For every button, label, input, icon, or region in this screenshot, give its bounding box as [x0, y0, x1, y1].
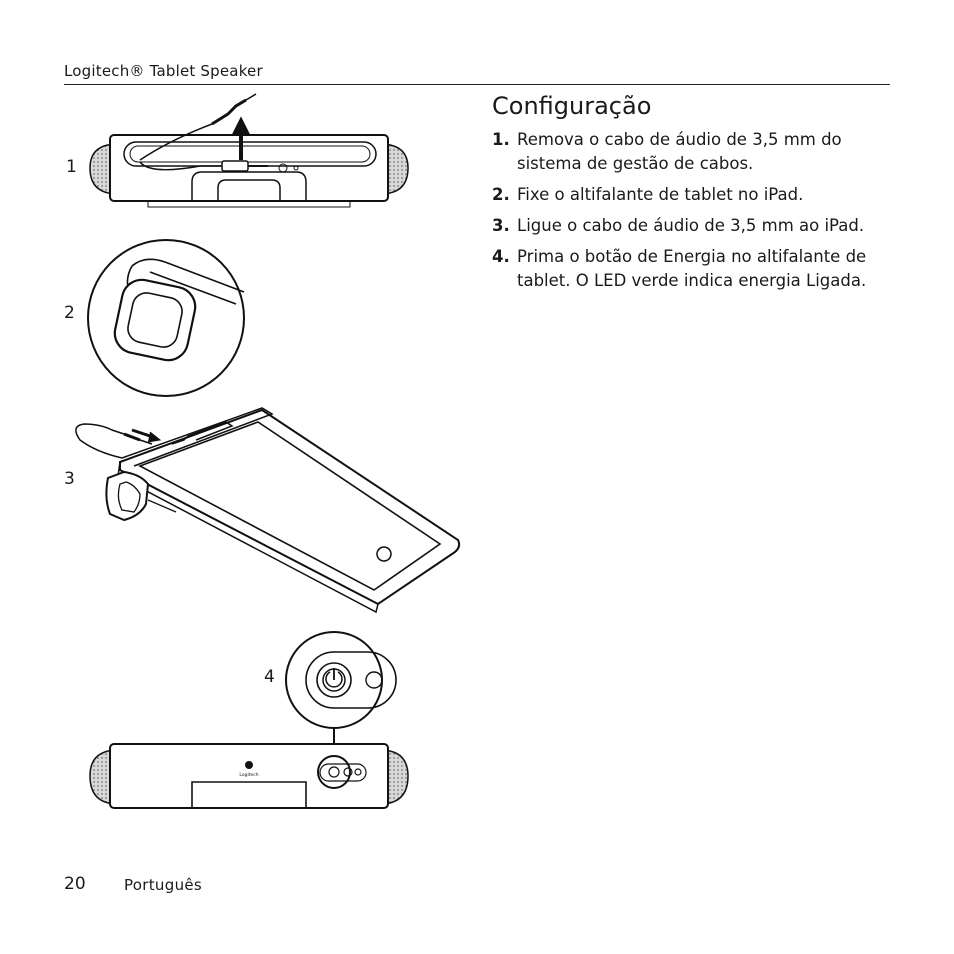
- figure-label-2: 2: [64, 303, 75, 323]
- figure-label-3: 3: [64, 469, 75, 489]
- figure-3-tablet: [76, 408, 459, 612]
- figure-2-detail: [88, 240, 244, 396]
- footer-language: Português: [124, 876, 203, 894]
- step-text: Remova o cabo de áudio de 3,5 mm do sistema de gestão de cabos.: [517, 130, 842, 173]
- step-number: 2.: [492, 185, 510, 204]
- page-number: 20: [64, 874, 86, 894]
- figure-label-4: 4: [264, 667, 275, 687]
- figure-1-speaker: [90, 94, 408, 207]
- header-title: Logitech® Tablet Speaker: [64, 62, 263, 80]
- figure-4-power: [90, 632, 408, 808]
- logitech-logo: Logitech: [239, 773, 259, 778]
- step-text: Prima o botão de Energia no altifalante de tablet. O LED verde indica energia Ligada.: [517, 247, 867, 290]
- step-number: 4.: [492, 247, 510, 266]
- figure-label-1: 1: [66, 157, 77, 177]
- step-text: Ligue o cabo de áudio de 3,5 mm ao iPad.: [517, 216, 865, 235]
- step-number: 3.: [492, 216, 510, 235]
- step-number: 1.: [492, 130, 510, 149]
- step-text: Fixe o altifalante de tablet no iPad.: [517, 185, 804, 204]
- section-title: Configuração: [492, 92, 652, 120]
